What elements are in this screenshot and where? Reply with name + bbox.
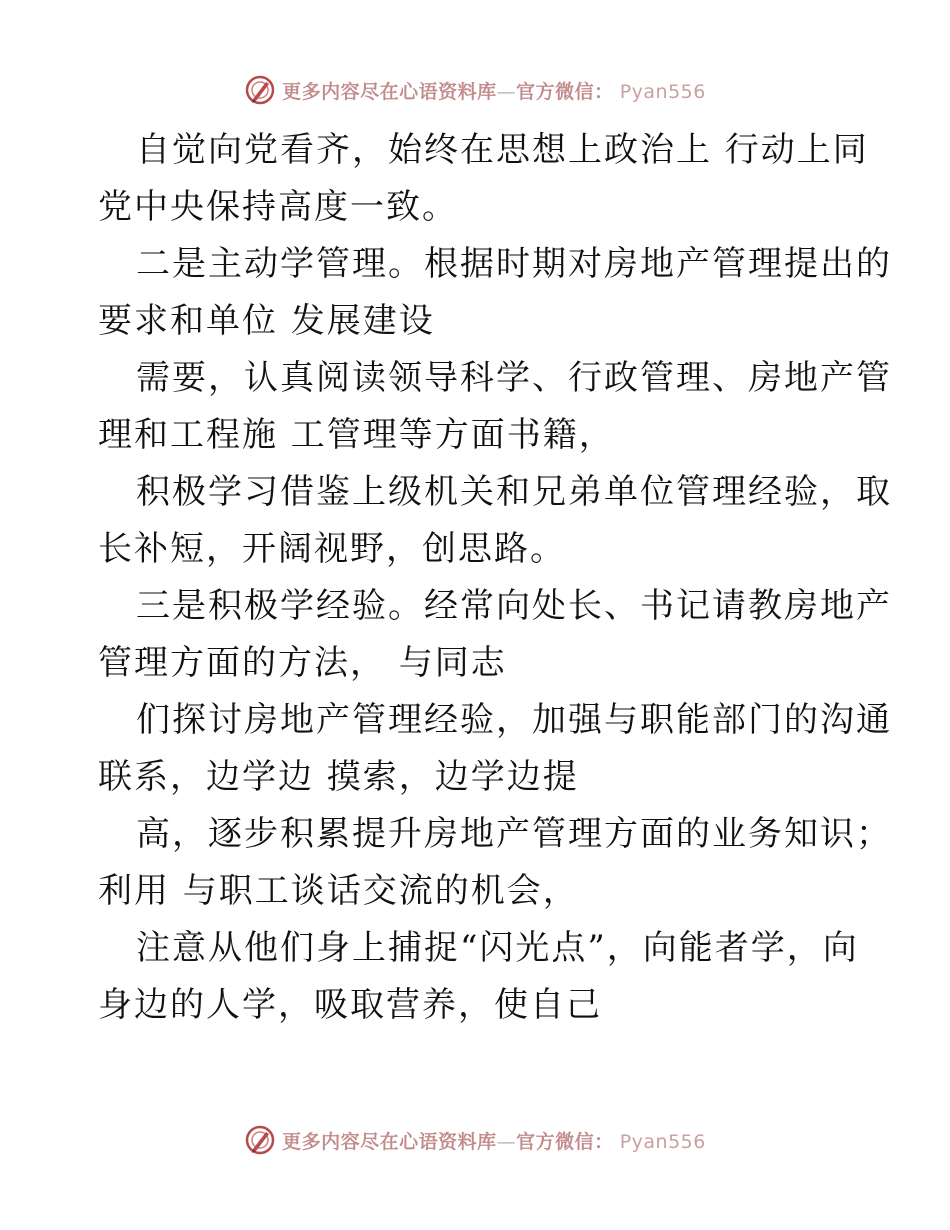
watermark-label: 官方微信： [516,1130,614,1153]
paragraph-line: 身边的人学，吸取营养，使自己 [98,985,602,1025]
watermark-dash: — [496,1130,517,1153]
paragraph-line: 党中央保持高度一致。 [98,187,458,227]
watermark-label: 官方微信： [516,80,614,103]
watermark-text [282,1127,706,1154]
paragraph-line: 利用 与职工谈话交流的机会， [98,871,579,911]
watermark-handle: Pyan556 [619,1130,706,1153]
paragraph [98,806,892,920]
pen-logo-icon [244,1124,276,1156]
paragraph [98,464,892,578]
paragraph-line: 注意从他们身上捕捉“闪光点”，向能者学，向 [136,928,859,968]
watermark-dash: — [496,80,517,103]
paragraph-line: 管理方面的方法， 与同志 [98,643,507,683]
paragraph-line: 三是积极学经验。经常向处长、书记请教房地产 [136,586,892,626]
paragraph-line: 需要，认真阅读领导科学、行政管理、房地产管 [136,358,892,398]
paragraph-line: 二是主动学管理。根据时期对房地产管理提出的 [136,244,892,284]
watermark-brand: 更多内容尽在心语资料库 [282,1130,497,1153]
paragraph-line: 长补短，开阔视野，创思路。 [98,529,566,569]
paragraph-line: 自觉向党看齐，始终在思想上政治上 行动上同 [136,130,869,170]
paragraph [98,122,869,236]
watermark-handle: Pyan556 [619,80,706,103]
paragraph [98,920,858,1034]
footer-watermark [0,1120,950,1160]
paragraph-line: 联系，边学边 摸索，边学边提 [98,757,579,797]
watermark-brand: 更多内容尽在心语资料库 [282,80,497,103]
document-body [98,122,892,1034]
watermark-text [282,77,706,104]
header-watermark [0,70,950,110]
pen-logo-icon [244,74,276,106]
paragraph-line: 们探讨房地产管理经验，加强与职能部门的沟通 [136,700,892,740]
paragraph-line: 积极学习借鉴上级机关和兄弟单位管理经验，取 [136,472,892,512]
paragraph-line: 高，逐步积累提升房地产管理方面的业务知识； [136,814,892,854]
paragraph-line: 要求和单位 发展建设 [98,301,435,341]
paragraph-line: 理和工程施 工管理等方面书籍， [98,415,615,455]
paragraph [98,236,892,350]
paragraph [98,578,892,692]
paragraph [98,692,892,806]
paragraph [98,350,892,464]
